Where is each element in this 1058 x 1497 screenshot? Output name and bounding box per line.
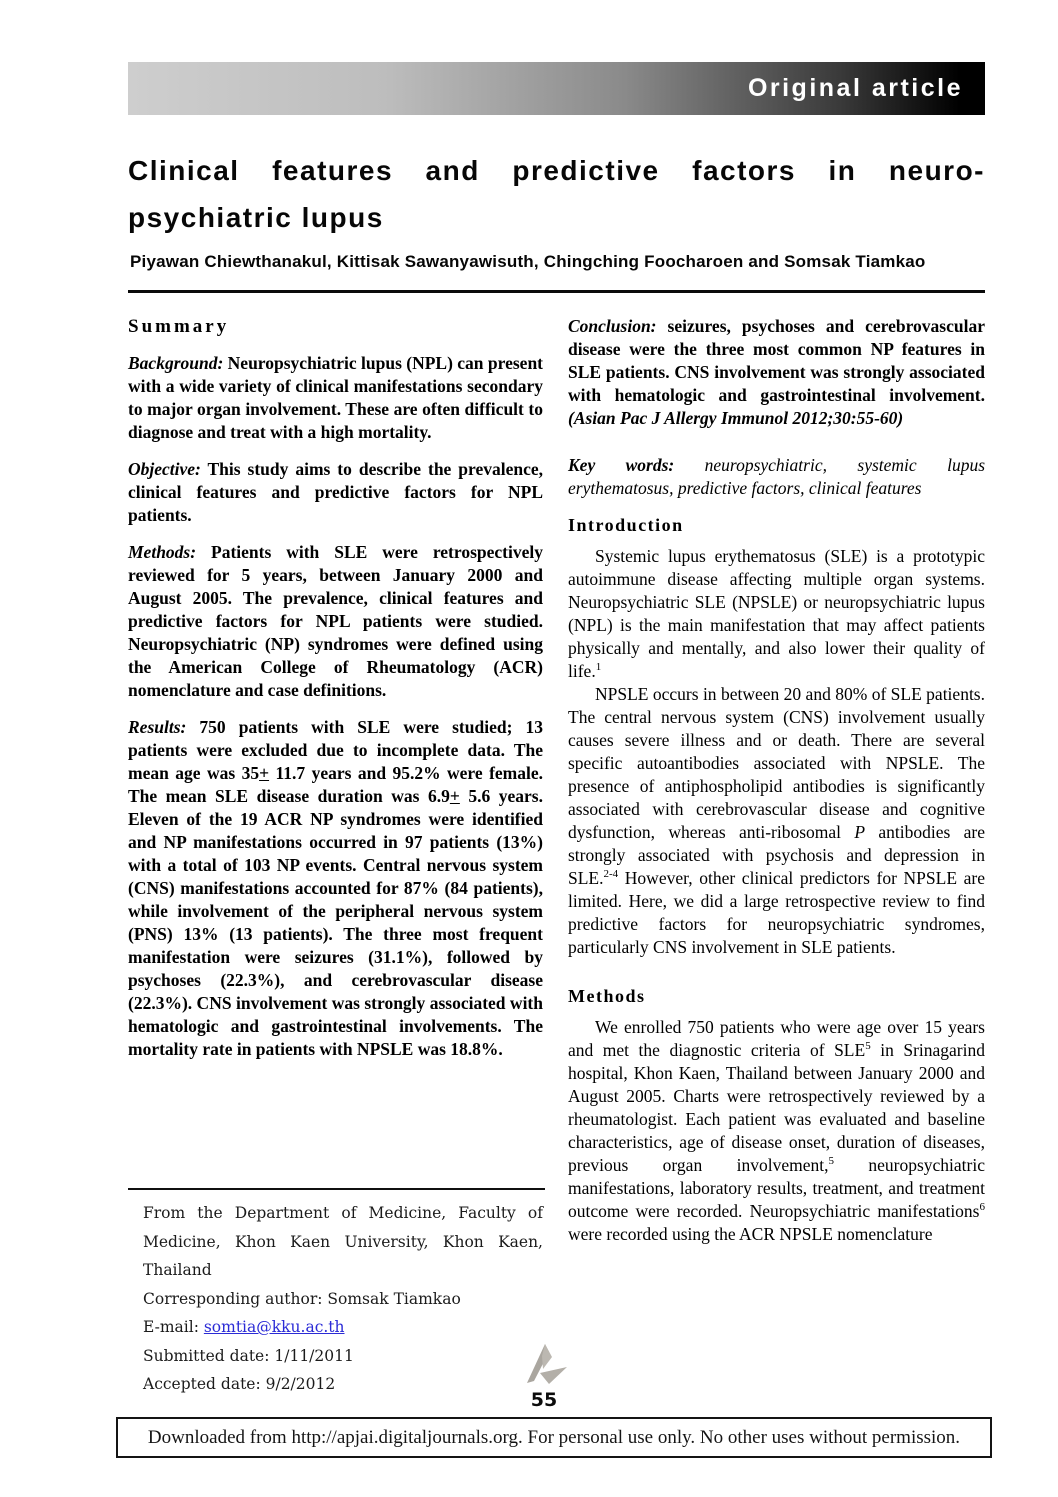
intro-p2-text-3: However, other clinical predictors for NPSLE are limited. Here, we did a large retrospective review to find predictive factors for neuropsychiatric syndromes, particularly CNS involvement in SLE patients.: [568, 868, 985, 957]
reference-6: 6: [979, 1201, 985, 1214]
keywords-text: neuropsychiatric, systemic lupus erythematosus, predictive factors, clinical features: [568, 455, 985, 498]
accepted-date-line: Accepted date: 9/2/2012: [143, 1375, 336, 1393]
plus-minus-sign: +: [449, 786, 460, 806]
results-label: Results:: [128, 717, 187, 737]
article-title-line2: psychiatric lupus: [128, 202, 384, 233]
summary-objective-paragraph: [128, 458, 543, 527]
left-column: [128, 315, 543, 1075]
affiliation-line: From the Department of Medicine, Faculty of Medicine, Khon Kaen University, Khon Kaen, Thailand: [143, 1204, 543, 1279]
background-label: Background:: [128, 353, 224, 373]
reference-5b: 5: [828, 1155, 834, 1168]
download-notice-bar: [116, 1417, 992, 1458]
corresponding-author-line: Corresponding author: Somsak Tiamkao: [143, 1289, 461, 1308]
journal-citation: (Asian Pac J Allergy Immunol 2012;30:55-60): [568, 408, 904, 428]
summary-methods-paragraph: [128, 541, 543, 702]
methods-p1-text-3: neuropsychiatric manifestations, laboratory results, treatment, and treatment outcome were recorded. Neuropsychiatric manifestations: [568, 1155, 985, 1221]
conclusion-paragraph: [568, 315, 985, 430]
methods-heading: Methods: [568, 986, 646, 1006]
intro-p1-text: Systemic lupus erythematosus (SLE) is a prototypic autoimmune disease affecting multiple organ systems. Neuropsychiatric SLE (NPSLE) or neuropsychiatric lupus (NPL) is the main manifestation that may affect patients physically and mentally, and also lower their quality of life.: [568, 546, 985, 681]
submitted-date-line: Submitted date: 1/11/2011: [143, 1346, 354, 1365]
keywords-label: Key words:: [568, 455, 675, 475]
conclusion-text: seizures, psychoses and cerebrovascular disease were the three most common NP features in SLE patients. CNS involvement was strongly associated with hematologic and gastrointestinal involvement.: [568, 316, 985, 405]
methods-paragraph-1: [568, 1016, 985, 1246]
intro-p2-text-2: antibodies are strongly associated with psychosis and depression in SLE.: [568, 822, 985, 888]
page-number: 55: [530, 1389, 558, 1411]
keywords-paragraph: [568, 454, 985, 500]
reference-2-4: 2-4: [603, 868, 619, 881]
objective-label: Objective:: [128, 459, 201, 479]
download-notice-text: Downloaded from http://apjai.digitaljournals.org. For personal use only. No other uses without permission.: [147, 1426, 961, 1448]
background-text: Neuropsychiatric lupus (NPL) can present with a wide variety of clinical manifestations secondary to major organ involvement. These are often difficult to diagnose and treat with a high mortality.: [128, 353, 544, 442]
apjai-journal-logo-icon: [518, 1342, 570, 1388]
header-divider: [128, 290, 985, 293]
email-line: [143, 1313, 543, 1342]
results-text-2: 11.7 years and 95.2% were female. The mean SLE disease duration was 6.9: [128, 763, 543, 806]
email-label: E-mail:: [143, 1318, 204, 1336]
article-title: [128, 147, 985, 241]
introduction-paragraph-2: [568, 683, 985, 959]
colophon: [499, 1342, 589, 1411]
plus-minus-sign: +: [259, 763, 270, 783]
article-title-line1: Clinical features and predictive factors in neuro-: [128, 155, 985, 186]
conclusion-label: Conclusion:: [568, 316, 657, 336]
intro-p2-text-1: NPSLE occurs in between 20 and 80% of SLE patients. The central nervous system (CNS) involvement usually causes severe illness and or death. There are several specific autoantibodies associated with NPSLE. The presence of antiphospholipid antibodies is significantly associated with cerebrovascular disease and cognitive dysfunction, whereas anti-ribosomal: [568, 684, 985, 842]
reference-5a: 5: [865, 1040, 871, 1053]
authors-line: Piyawan Chiewthanakul, Kittisak Sawanyawisuth, Chingching Foocharoen and Somsak Tiamkao: [130, 252, 926, 271]
summary-background-paragraph: [128, 352, 543, 444]
results-text-3: 5.6 years. Eleven of the 19 ACR NP syndromes were identified and NP manifestations occurred in 97 patients (13%) with a total of 103 NP events. Central nervous system (CNS) manifestations accounted for 87% (84 patients), while involvement of the peripheral nervous system (PNS) 13% (13 patients). The three most frequent manifestation were seizures (31.1%), followed by psychoses (22.3%), and cerebrovascular disease (22.3%). CNS involvement was strongly associated with hematologic and gastrointestinal involvements. The mortality rate in patients with NPSLE was 18.8%.: [128, 786, 543, 1059]
reference-1: 1: [595, 661, 602, 674]
email-link[interactable]: somtia@kku.ac.th: [203, 1318, 345, 1336]
results-text-1: 750 patients with SLE were studied; 13 patients were excluded due to incomplete data. The mean age was 35: [128, 717, 543, 783]
methods-label: Methods:: [128, 542, 197, 562]
methods-p1-text-2: in Srinagarind hospital, Khon Kaen, Thailand between January 2000 and August 2005. Charts were retrospectively reviewed by a rheumatologist. Each patient was evaluated and baseline characteristics, age of disease onset, duration of diseases, previous organ involvement,: [568, 1040, 985, 1175]
article-type-banner: [128, 62, 985, 115]
methods-p1-text-1: We enrolled 750 patients who were age over 15 years and met the diagnostic criteria of SLE: [568, 1017, 985, 1060]
summary-results-paragraph: [128, 716, 543, 1061]
article-type-label: Original article: [747, 74, 963, 102]
objective-text: This study aims to describe the prevalence, clinical features and predictive factors for NPL patients.: [128, 459, 543, 525]
methods-p1-text-4: were recorded using the ACR NPSLE nomenclature: [568, 1224, 933, 1244]
ribosomal-p-italic: P: [854, 822, 866, 842]
right-column: [568, 315, 985, 1246]
summary-heading: Summary: [128, 316, 230, 337]
methods-text: Patients with SLE were retrospectively reviewed for 5 years, between January 2000 and August 2005. The prevalence, clinical features and predictive factors for NPL patients were studied. Neuropsychiatric (NP) syndromes were defined using the American College of Rheumatology (ACR) nomenclature and case definitions.: [128, 542, 543, 700]
footnote-divider: [128, 1188, 545, 1190]
footnote-body: [128, 1199, 545, 1399]
introduction-heading: Introduction: [568, 515, 684, 535]
correspondence-footnote: [128, 1188, 545, 1399]
introduction-paragraph-1: [568, 545, 985, 683]
